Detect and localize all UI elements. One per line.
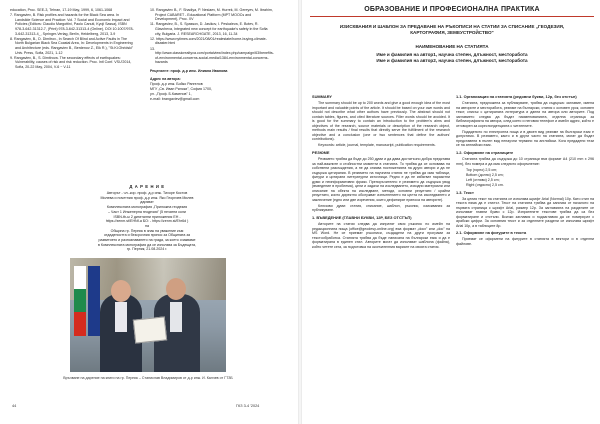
section-2-1-heading: 2.1. Оформяне на фигурите в текста (456, 230, 527, 236)
section-1-1-text: Статията, предложена за публикуване, трябва да съдържа: заглавие, имена на авторите и месторабота, резюме на български, статия с основен урок, основен текст, списък с цитираната литература и данни на автора или авторите. Под заглавието следва да бъдат наименованията, отделна страница за библиографията на автора, след което и неговия телефон и имейл адрес, който е отговорен за кореспонденцията с читателите. (456, 101, 594, 128)
reference-item: 11. Rangaviev, B., S. Spassov, D. Jasikov, I. Peskaleva, E. Botev, R. Glavcheva, Integrated new concept for earthquake's safety in the Sofia city, Bulgaria. J. RESEARCHGATE, 2013, 16, 11-34 (150, 22, 268, 36)
summary-heading: SUMMARY (312, 94, 332, 99)
reference-item: 7. Rangaviev, B. Risk profiles and hazards for the Black Sea area. In Landslide Science and Practice: Vol. 7 Social and Economic Impact and Policies (Editors: Claudio Margottini, Paolo Canuti, Kyoji Sassa), ISBN 978-3-642-31312-7, (Print) 978-3-642-31313-4 (Online), DOI 10.1007/978-3-642-31313-4_, Springer-Verlag, Berlin, Heidelberg, 2013, 3-9 (10, 13, 134, 36)
section-1-1-text-2: Подаденото по електронна поща и в двоен вид резюме на български език е допустимо. В резюмето, както и в други части на статията, могат да бъдат представени в пълен вид ненаучни термини на английски. Кога предадени тези се на английски език. (456, 129, 594, 148)
donated-book (133, 316, 167, 343)
donation-title: Д А Р Е Н И Е (129, 184, 165, 189)
section-2-1-text: Приемат се оформени на фигурите в статията в вектори и в отделни файлове. (456, 237, 594, 246)
reference-item: education, Proc. SEE-3, Tehran, 17-19 May, 1999, 6, 1061-1068 (10, 8, 113, 12)
person-right-shirt (170, 302, 182, 332)
section-1-3-text: За целия текст на статията се използва шрифт Arial (Normal) 10р. Като стил на текста няма да е стилът. Текст на статията трябва да започва от началото на първата страница с шрифт Arial, размер 12р. За заглавията на разделите се използват главни букви с 12р. Изпратените текстове трябва да са без форматиране и отстъпи. Всички заглавия и подзаглавия да се номерират с арабски цифри. За основния текст и за отделните раздели се използва шрифт Arial 10р, а в таблиците 8р. (456, 196, 594, 228)
photo-caption: Връчване на дарение на книги на гр. Перник – Станислав Владимиров от д-р инж. И. Калчев от ГТЗБ (63, 376, 233, 380)
section-1-2-heading: 1.2. Оформяне на страниците (456, 149, 514, 155)
donation-line: даряват (140, 200, 154, 205)
margin-item: Left (отляво) 2,5 cm; (466, 177, 500, 182)
keywords-en: Keywords: article, journal, template, manuscript, publication requirements. (318, 143, 436, 148)
page-number-left: 44 (12, 404, 17, 408)
margin-item: Top (горно) 2,5 cm; (466, 167, 498, 172)
donation-photo (70, 258, 226, 372)
donation-line: Комплексната монография „Приложна геодезия (106, 205, 188, 210)
right-column-2 (456, 92, 594, 248)
donation-line: Община гр. Перник в знак на уважение към (110, 228, 184, 233)
references-column-1 (10, 8, 134, 70)
author-line: Име и фамилия на автор2, научна степен, длъжност, месторабота (376, 58, 528, 63)
margin-item: Right (отдясно) 2,5 cm. (466, 182, 504, 187)
section-1-3-heading: 1.3. Текст (456, 189, 474, 195)
donation-line: отдадеността и безсрочния принос за Общината за (103, 233, 191, 238)
resume-heading: РЕЗЮМЕ (312, 149, 330, 155)
donation-line: – Част 1 Инженерна геодезия" (5 печатни коли (108, 209, 186, 214)
author-line: Име и фамилия на автор1, научна степен, длъжност, месторабота (376, 52, 528, 57)
address-line: МГУ „Св. Иван Рилски", София 1700, (150, 87, 212, 92)
right-column-1 (312, 92, 450, 251)
page-gutter (298, 0, 302, 424)
donation-notice (40, 184, 254, 252)
author-email: e-mail: brangaviev@gmail.com (150, 97, 200, 102)
person-left-head (111, 280, 131, 302)
person-left-shirt (115, 302, 127, 332)
section-1-text: Авторите на статии следва да изпратят своя ръкопис по имейл на редакционната поща (office@geodesy-online.org) във формат „docx" или „doc" на MS Word. Не се приемат ръкописи, създадени на други програми за текстообработка. Статията трябва да бъде написана на български език и да е форматирана в единен стил. Авторите могат да използват шаблона (файла), който четете сега, за подготовка на окончателния вариант на своята статия. (312, 222, 450, 249)
journal-issue-left: ГКЗ 3-4 '2024 (236, 404, 260, 408)
references-column-2 (150, 8, 274, 103)
donation-line: в Комплексната монография да се използва за Бъдещата, (98, 242, 196, 247)
flag-eu (88, 266, 100, 336)
right-page (304, 0, 600, 424)
author-lines (324, 52, 580, 64)
margin-item: Bottom (долно) 2,5 cm; (466, 172, 504, 177)
donation-line: развитието и разпознаването на града, за което очакваме (98, 238, 196, 243)
address-line: Проф. д-р инж. Бойко Рангелов (150, 81, 203, 86)
reference-item: 13. http://www.classicrealtyva.com/portalview/index.php/campaign/63/benefits-of-environmental-concerns-social-media/1384-environmental-concerns-hazards (150, 46, 274, 65)
section-1-heading: 1. ВЪВЕДЕНИЕ (ГЛАВНИ БУКВИ, 12Р, БЕЗ ОТСТЪП) (312, 215, 412, 221)
margins-list (456, 168, 594, 188)
section-1-1-heading: 1.1. Организация на статията (редовни букви, 12р, без отстъп) (456, 94, 577, 99)
person-right-head (166, 278, 186, 300)
donation-line: https://zenm.st/EHNf-a БО: - https://zenm.st/Ehr6d ) (105, 219, 189, 224)
section-1-2-text: Статията трябва да съдържа до 10 страници във формат А4 (210 mm х 296 mm), без номера и да има следното оформление: (456, 156, 594, 166)
donation-line: гр. Перник, 21.08.2024 г. (126, 247, 168, 252)
reference-item: 8. Rangaviev, B., D. Dimitrov., In Search Of Blind and Active Faults in The North Bulgarian Black Sea Coastal Area, In: Developments in Engineering and Architecture (eds. Rangaviev B., Berdenov Z., Elk R.), "St.Kl.Ohridski" Univ. Press, Sofia, 2021, 1-12 (10, 36, 133, 55)
address-line: ул. „Проф. Б.Каменов" 1, (150, 92, 192, 97)
section-masthead: ОБРАЗОВАНИЕ И ПРОФЕСИОНАЛНА ПРАКТИКА (364, 6, 540, 13)
article-heading: НАИМЕНОВАНИЕ НА СТАТИЯТА (415, 44, 489, 49)
keywords-bg: Ключови думи: статия, списание, шаблон, ръкопис, изисквания за публикуване. (312, 203, 450, 213)
reference-item: 10. Rangaviev B., F. Shadiya, P. Nesiaev, M. Hurrek, M. Gereyev, M. Ibrahim, Project CABARET - Educational Platform (MPT MOOCs and Development), Proc. XV (150, 8, 273, 22)
reference-item: 9. Rangaviev, B., S. Dimitrova. The secondary effects of earthquakes: Vulnerability, causes of risk and risk reduction. Proc. Intl Conf. VSU'2014, Sofia, 20-22 May, 2004, V-6 ~ V-11 (10, 55, 132, 69)
donation-line: Авторът - чл.-кор. проф. д-р инж. Тихорe Костов (106, 191, 188, 195)
address-label: Адрес на авторa: (150, 76, 181, 81)
summary-text: The summary should be up to 200 words and give a good enough idea of the most important and valuable points of the article. It should be based on your own words and should not describe what other authors have previously. The abstract should not contain tables, figures, and cited literature sources. Filler words should be avoided. It is good for the summary to contain an introduction to the problem's aims and objectives of the research, source materials or description of the research object, methods main results / final results that directly serve the fulfillment of the research objective and a conclusion (one or two sentences that define the authors' contributions). (312, 101, 450, 142)
resume-text: Резюмето трябва да бъде до 250 думи и да дава достатъчно добра представа за най-важните и стойностни моменти в статията. То трябва да се основава на собствени разсъждения, а не да описва постиженията на други автори и да не съдържа цитирания. В резюмето на научната статия не трябва да има таблици, фигури и цитирани литературни източници. Редно е да не избягват паразитни думи и неинформативни фрази. Препоръчително е резюмето да съдържа увод (въведение в проблема), цели и задачи на изследването, изходни материали или описание на обекта на изследване, методи, основни резултати / крайни резултати, които директно обслужват изпълнението на целта на изследването и заключение (едно или две изречения, които дефинират приноса на авторите). (312, 156, 450, 202)
reference-item: 12. https://www.nytimes.com/2021/08/01/realestate/home-buying-climate-disaster.html (150, 36, 267, 46)
donation-line: ISBN-tb-ы 2 дигитални приложения ЕН - (113, 214, 181, 219)
masthead-divider (310, 16, 594, 17)
article-title: ИЗИСКВАНИЯ И ШАБЛОН ЗА ПРЕДАВАНЕ НА РЪКОПИСИ НА СТАТИИ ЗА СПИСАНИЕ „ГЕОДЕЗИЯ, КАРТОГРАФИЯ, ЗЕМЕУСТРОЙСТВО" (339, 24, 565, 35)
flag-bulgaria (74, 266, 86, 336)
donation-line: Милева и почетния проф. д-р инж. Яко Георгиев Милев (100, 195, 194, 200)
reviewer-label: Рецензент: проф. д-р инж. Илиана Иванова (150, 68, 228, 73)
donation-line: на (145, 223, 149, 228)
left-page (0, 0, 296, 424)
